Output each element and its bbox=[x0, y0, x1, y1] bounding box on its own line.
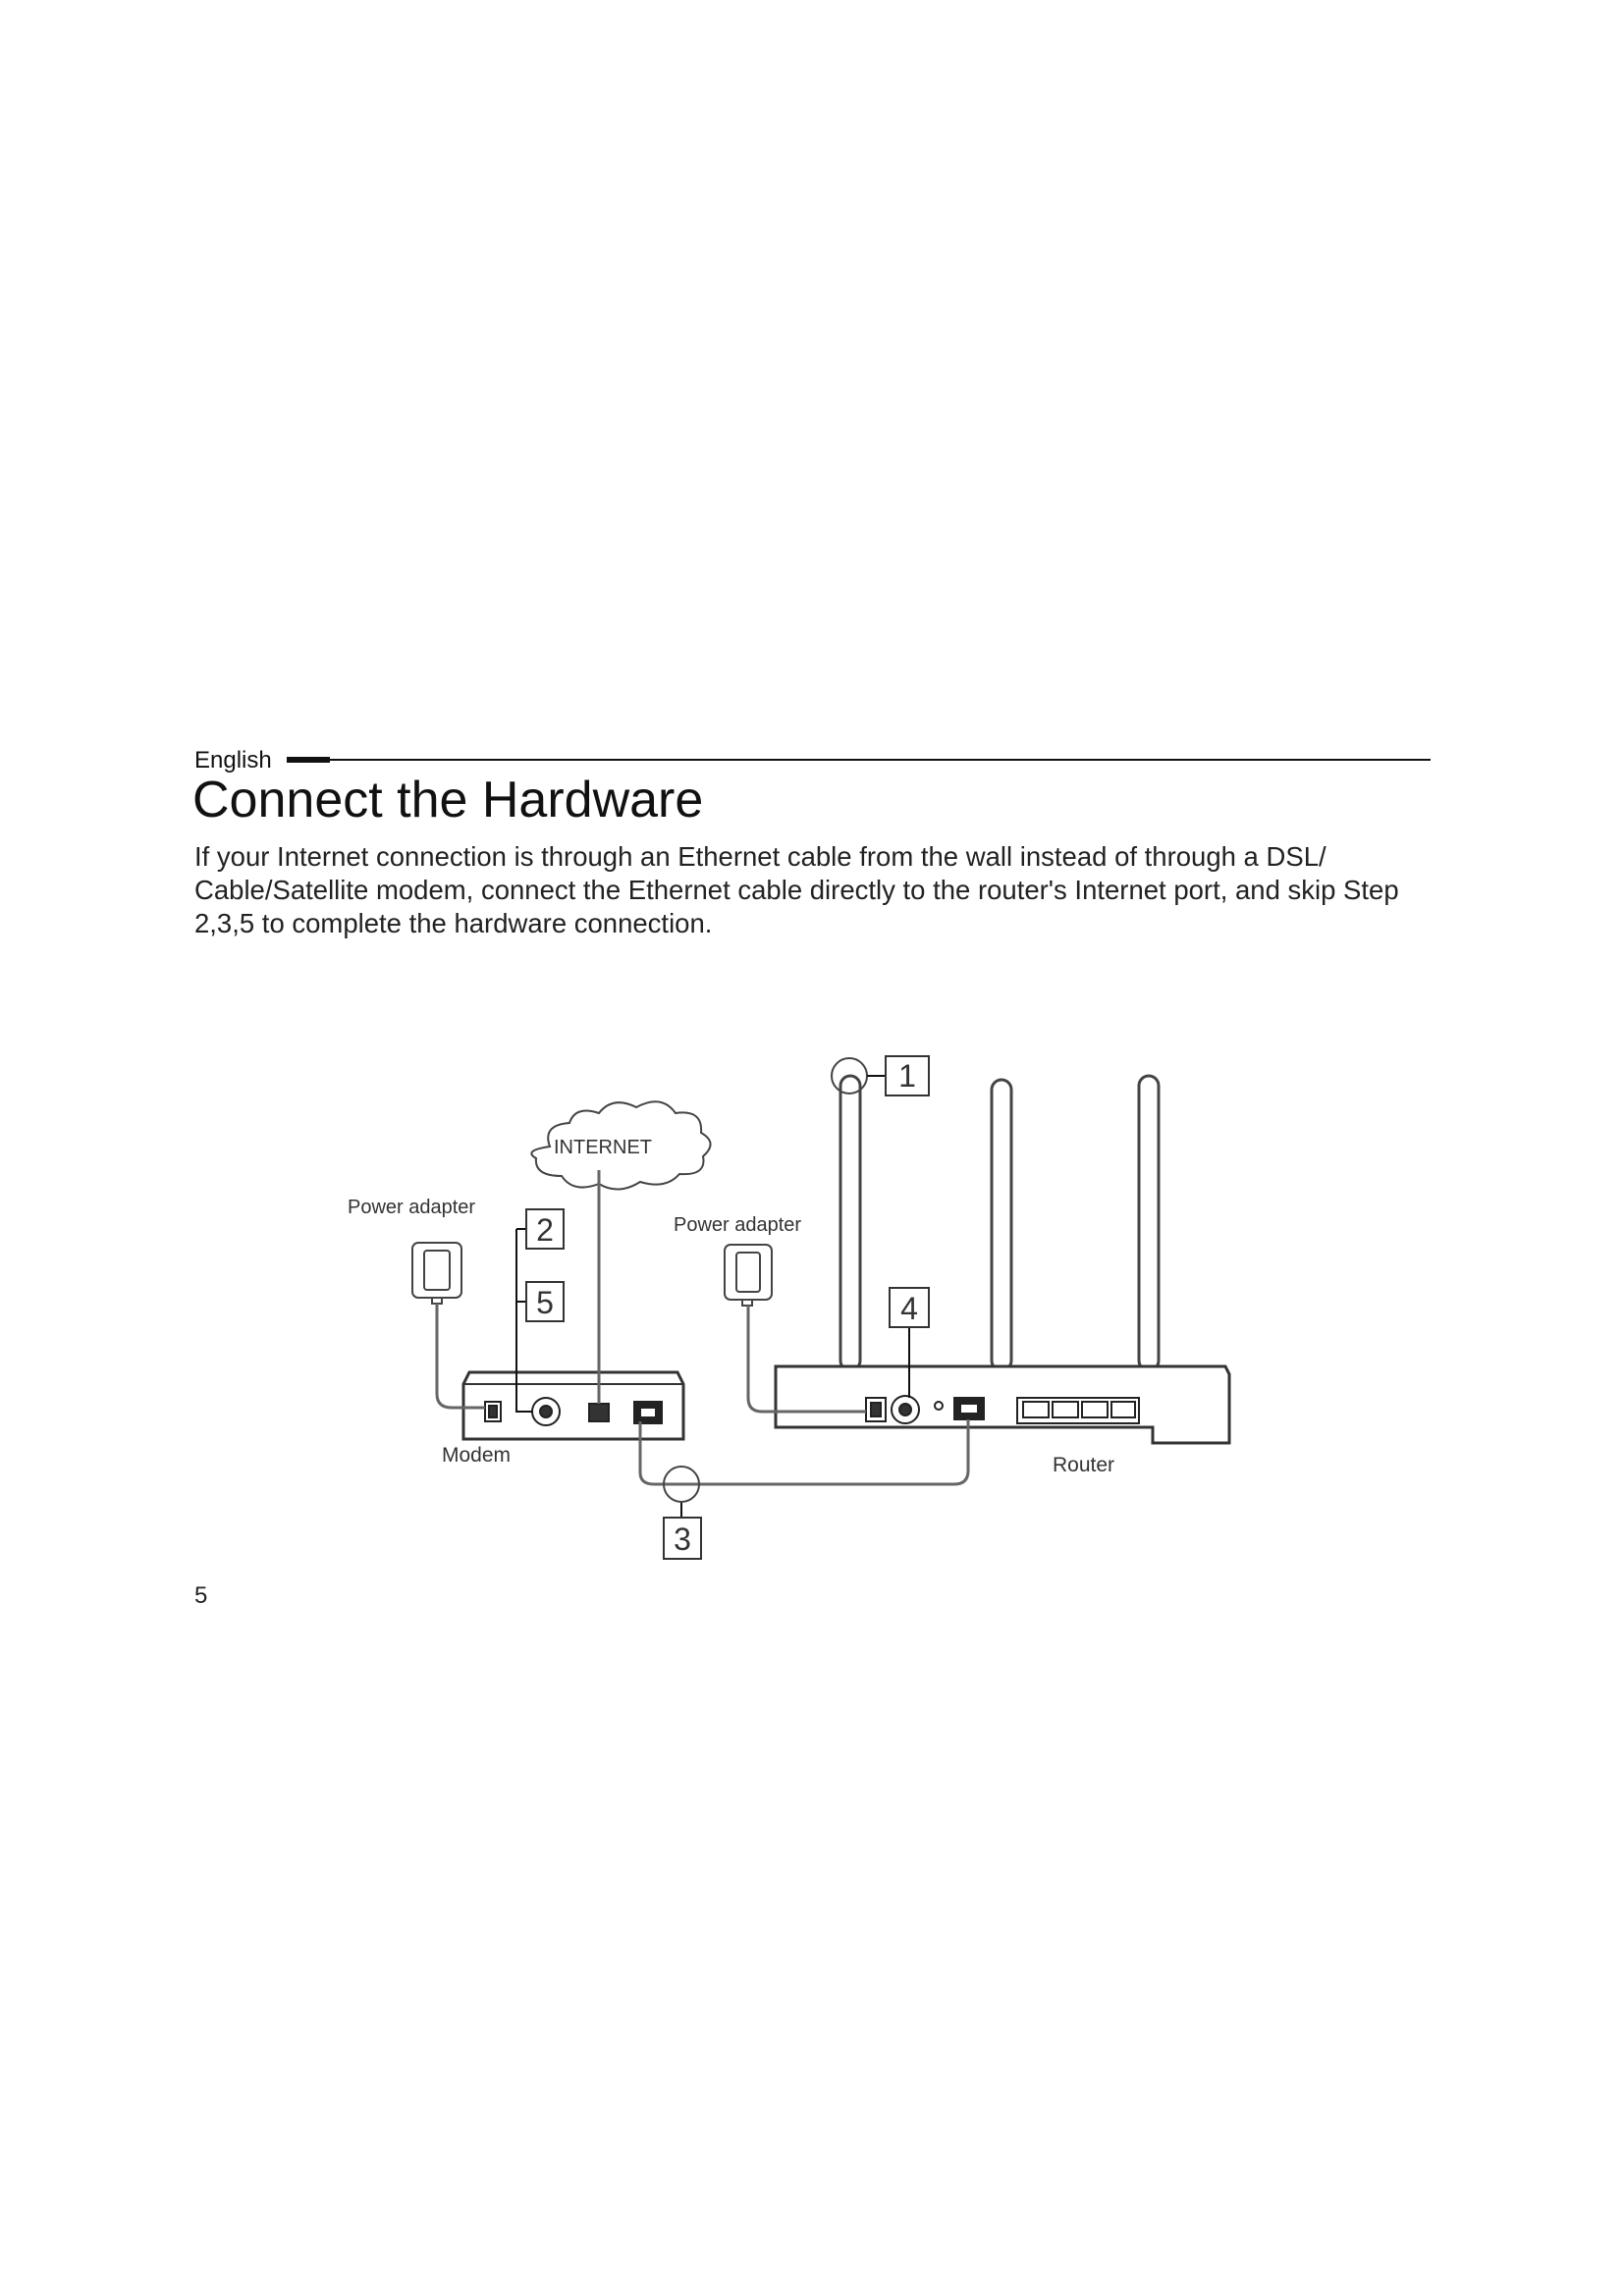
router-label: Router bbox=[1053, 1454, 1115, 1476]
router-device bbox=[776, 1366, 1229, 1443]
step-number: 2 bbox=[536, 1212, 554, 1248]
router-power-adapter bbox=[725, 1245, 772, 1306]
page-title: Connect the Hardware bbox=[192, 772, 704, 828]
internet-label: INTERNET bbox=[554, 1137, 652, 1158]
step-box-5 bbox=[526, 1282, 564, 1321]
intro-paragraph: If your Internet connection is through an Ethernet cable from the wall instead of through a DSL/ Cable/Satellite modem, connect the Ethernet cable directly to the router's Internet port, and skip Step 2,3,5 to complete the hardware connection. bbox=[194, 841, 1399, 938]
modem-power-adapter-label: Power adapter bbox=[348, 1197, 476, 1218]
router-antennas bbox=[840, 1076, 1159, 1370]
router-power-adapter-label: Power adapter bbox=[674, 1214, 802, 1236]
step-number: 5 bbox=[536, 1285, 554, 1320]
step-number: 4 bbox=[900, 1291, 918, 1326]
step-box-1 bbox=[886, 1056, 929, 1095]
step-box-4 bbox=[890, 1288, 929, 1327]
step-box-3 bbox=[664, 1518, 701, 1559]
modem-power-adapter bbox=[412, 1243, 461, 1304]
step-number: 3 bbox=[674, 1522, 691, 1557]
step-box-2 bbox=[526, 1209, 564, 1249]
step-number: 1 bbox=[898, 1058, 916, 1094]
modem-label: Modem bbox=[442, 1444, 512, 1467]
language-label: English bbox=[194, 747, 272, 774]
page-number: 5 bbox=[194, 1582, 208, 1609]
